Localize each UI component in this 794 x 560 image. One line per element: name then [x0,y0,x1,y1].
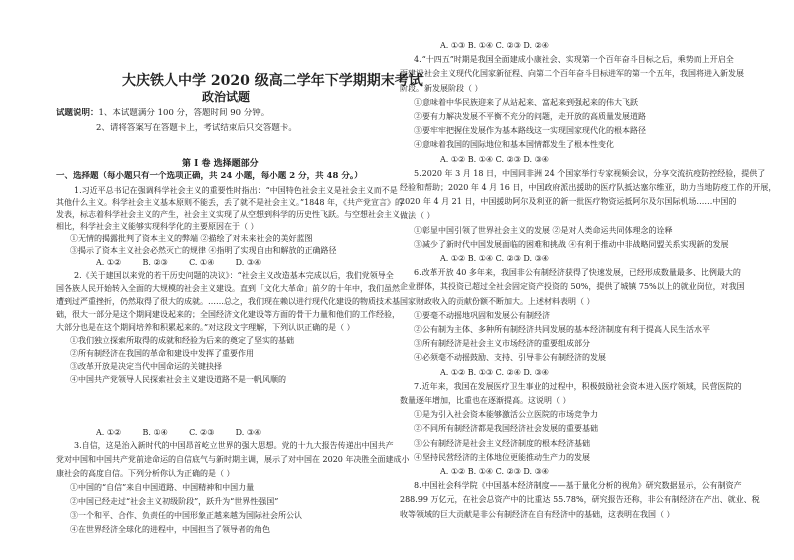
question-1-options [96,257,280,268]
right-lines-line: ④必须毫不动摇鼓励、支持、引导非公有制经济的发展 [414,353,606,363]
left-lines3-line: 3.自信，这是治入新时代的中国昂首屹立世界的强大思想。党的十九大报告传递出中国共产 [74,441,394,450]
right-lines-line: ④坚持民营经济的主体地位更能推动生产力的发展 [414,452,590,462]
right-lines-line: ①彰显中国引领了世界社会主义的发展 ②是对人类命运共同体理念的诠释 [414,225,673,235]
left-lines3-line: ②中国已经走过“社会主义初级阶段”，跃升为“世界性强国” [70,497,279,506]
note-text-1: 1、本试题满分 100 分，答题时间 90 分钟。 [98,108,270,118]
exam-title: 大庆铁人中学 2020 级高二学年下学期期末考试 [122,73,423,89]
q2-option-b: B. ①④ [142,428,168,437]
right-lines-line: ①是为引入社会资本能够激活公立医院的市场竞争力 [414,410,598,420]
right-lines-line: 面建设社会主义现代化国家新征程、向第二个百年奋斗目标进军的第一个五年，我国将进入新发展 [400,69,744,79]
q1-option-b: B. ②③ [142,258,168,267]
right-lines-line: ②公有制为主体、多种所有制经济共同发展的基本经济制度有利于提高人民生活水平 [414,325,710,334]
left-lines2-line: ③改革开放是决定当代中国命运的关键抉择 [70,362,222,371]
right-lines-line: A. ①② B. ①④ C. ②③ D. ③④ [440,254,549,263]
left-lines-line: 其他什么主义。科学社会主义基本原则不能丢，丢了就不是社会主义。”1848 年，《共产党宣言》的 [56,198,403,207]
right-lines-line: 4.“十四五”时期是我国全面建成小康社会、实现第一个百年奋斗目标之后，乘势而上开启全 [414,55,734,65]
right-lines-line: 7.近年来，我国在发展医疗卫生事业的过程中，积极鼓励社会资本进入医疗领域，民营医院的 [414,381,742,391]
left-lines3-line: ③一个和平、合作、负责任的中国形象正越来越为国际社会所公认 [70,511,302,520]
left-lines3-line: 党对中国和中国共产党前途命运的自信底气与新时期主调，展示了对中国在 2020 年决胜全面建成小 [56,455,410,464]
exam-note-1 [56,108,269,119]
exam-subtitle: 政治试题 [202,90,251,104]
right-lines-line: 6.改革开放 40 多年来，我国非公有制经济获得了快速发展，已经形成数量最多、比例最大的 [414,268,741,278]
left-lines2-line: ④中国共产党领导人民探索社会主义建设道路不是一帆风顺的 [70,375,286,384]
note-label: 试题说明： [56,108,99,118]
right-lines-line: 收等领域的巨大贡献是非公有制经济在自有经济中的基础，这表明在我国（ ） [400,509,675,519]
right-lines-line: 2020 年 4 月 21 日，中国援助阿尔及利亚的新一批医疗物资运抵阿尔及尔国际机场……中国的 [400,197,737,207]
left-lines2-line: 大部分也是在这个期间培养和积累起来的。”对这段文字理解，下列认识正确的是（ ） [56,323,355,332]
left-lines3-line: ④在世界经济全球化的进程中，中国担当了领导者的角色 [70,525,270,534]
right-lines-line: 阶段。新发展阶段（ ） [400,83,483,93]
question-2-options [96,427,280,438]
right-lines-line: 数量逐年增加，比重也在逐渐提高。这说明（ ） [400,396,571,405]
exam-note-2: 2、请将答案写在答题卡上，考试结束后只交答题卡。 [96,123,297,133]
left-lines-line: 1.习近平总书记在强调科学社会主义的重要性时指出：“中国特色社会主义是社会主义而不是 [74,186,398,195]
right-lines-line: ③减少了新时代中国发展面临的困难和挑战 ④有利于推动中非战略同盟关系实现新的发展 [414,239,729,249]
q2-option-c: C. ②③ [189,428,215,437]
q1-option-d: D. ③④ [235,258,262,267]
right-lines-line: ②不同所有制经济都是我国经济社会发展的重要基础 [414,424,598,434]
right-lines-line: ①意味着中华民族迎来了从站起来、富起来到强起来的伟大飞跃 [414,97,638,107]
left-lines2-line: 2.《关于建国以来党的若干历史问题的决议》：“社会主义改造基本完成以后，我们党领导全 [74,271,394,280]
right-lines-line: A. ①③ B. ①④ C. ②③ D. ②④ [440,41,549,50]
right-lines-line: ③公有制经济是社会主义经济制度的根本经济基础 [414,438,590,448]
right-lines-line: ①要毫不动摇地巩固和发展公有制经济 [414,310,550,320]
right-lines-line: 5.2020 年 3 月 18 日，中国同非洲 24 个国家举行专家视频会议，分享交流抗疫防控经验，提供了 [414,168,766,178]
left-lines3-line: 康社会的高度自信。下列分析你认为正确的是（ ） [56,469,235,478]
left-lines2-line: 遭到过严重挫折，仍然取得了很大的成就。……总之，我们现在赖以进行现代化建设的物质技术基 [56,297,400,306]
left-lines-line: 发表，标志着科学社会主义的产生，社会主义实现了从空想到科学的历史性飞跃。与空想社会主义 [56,210,400,219]
left-lines2-line: 础，很大一部分是这个期间建设起来的；全国经济文化建设等方面的骨干力量和他们的工作经验， [56,310,400,319]
right-lines-line: A. ①② B. ①③ C. ②④ D. ③④ [440,367,549,377]
right-lines-line: A. ①② B. ①④ C. ②③ D. ③④ [440,154,549,164]
left-lines-line: ③揭示了资本主义社会必然灭亡的规律 ④指明了实现自由和解放的正确路径 [70,246,337,255]
right-lines-line: ②要有力解决发展不平衡不充分的问题，走开放的高质量发展道路 [414,112,646,121]
right-lines-line: 经验和帮助；2020 年 4 月 16 日，中国政府派出援助的医疗队抵达塞尔维亚，助力当地防疫工作的开展， [400,183,777,192]
q2-option-a: A. ①② [96,428,122,437]
left-lines2-line: 国各族人民开始转入全面的大规模的社会主义建设。直到「文化大革命」前夕的十年中，我们虽然 [56,284,400,293]
section-heading: 一、选择题（每小题只有一个选项正确，共 24 小题，每小题 2 分，共 48 分。） [56,171,363,181]
left-lines-line: ①无情的揭露批判了资本主义的弊端 ②描绘了对未来社会的美好蓝图 [70,234,313,243]
right-lines-line: 288.99 万亿元，在社会总资产中的比重达 55.78%，研究报告还称，非公有制经济在产出、就业、税 [400,495,760,505]
right-lines-line: 8.中国社会科学院《中国基本经济制度——基于量化分析的视角》研究数据显示，公有制资产 [414,481,742,491]
right-lines-line: ③要牢牢把握住发展作为基本路线这一实现国家现代化的根本路径 [414,126,646,136]
left-lines2-line: ②所有制经济在我国的革命和建设中发挥了重要作用 [70,349,254,358]
right-lines-line: A. ①② B. ①④ C. ②③ D. ③④ [440,467,549,476]
q1-option-a: A. ①② [96,258,122,267]
left-lines3-line: ①中国的“自信”来自中国道路、中国精神和中国力量 [70,483,255,492]
left-lines2-line: ①我们独立探索所取得的成就和经验为后来的奠定了坚实的基础 [70,336,294,345]
part-heading: 第 I 卷 选择题部分 [182,159,259,169]
right-lines-line: 企业群体，其投资已超过全社会固定资产投资的 50%，提供了城镇 75%以上的就业岗位，对我国 [400,282,745,292]
left-lines-line: 相比，科学社会主义能够实现科学化的主要原因在于（ ） [56,222,259,231]
right-lines-line: ③所有制经济是社会主义市场经济的重要组成部分 [414,339,590,349]
right-lines-line: ④意味着我国的国际地位和基本国情都发生了根本性变化 [414,140,614,150]
right-lines-line: 国家财政收入的贡献份额不断加大。上述材料表明（ ） [400,296,595,306]
q1-option-c: C. ①④ [189,258,215,267]
q2-option-d: D. ③④ [235,428,262,437]
right-lines-line: 做法（ ） [400,211,435,221]
